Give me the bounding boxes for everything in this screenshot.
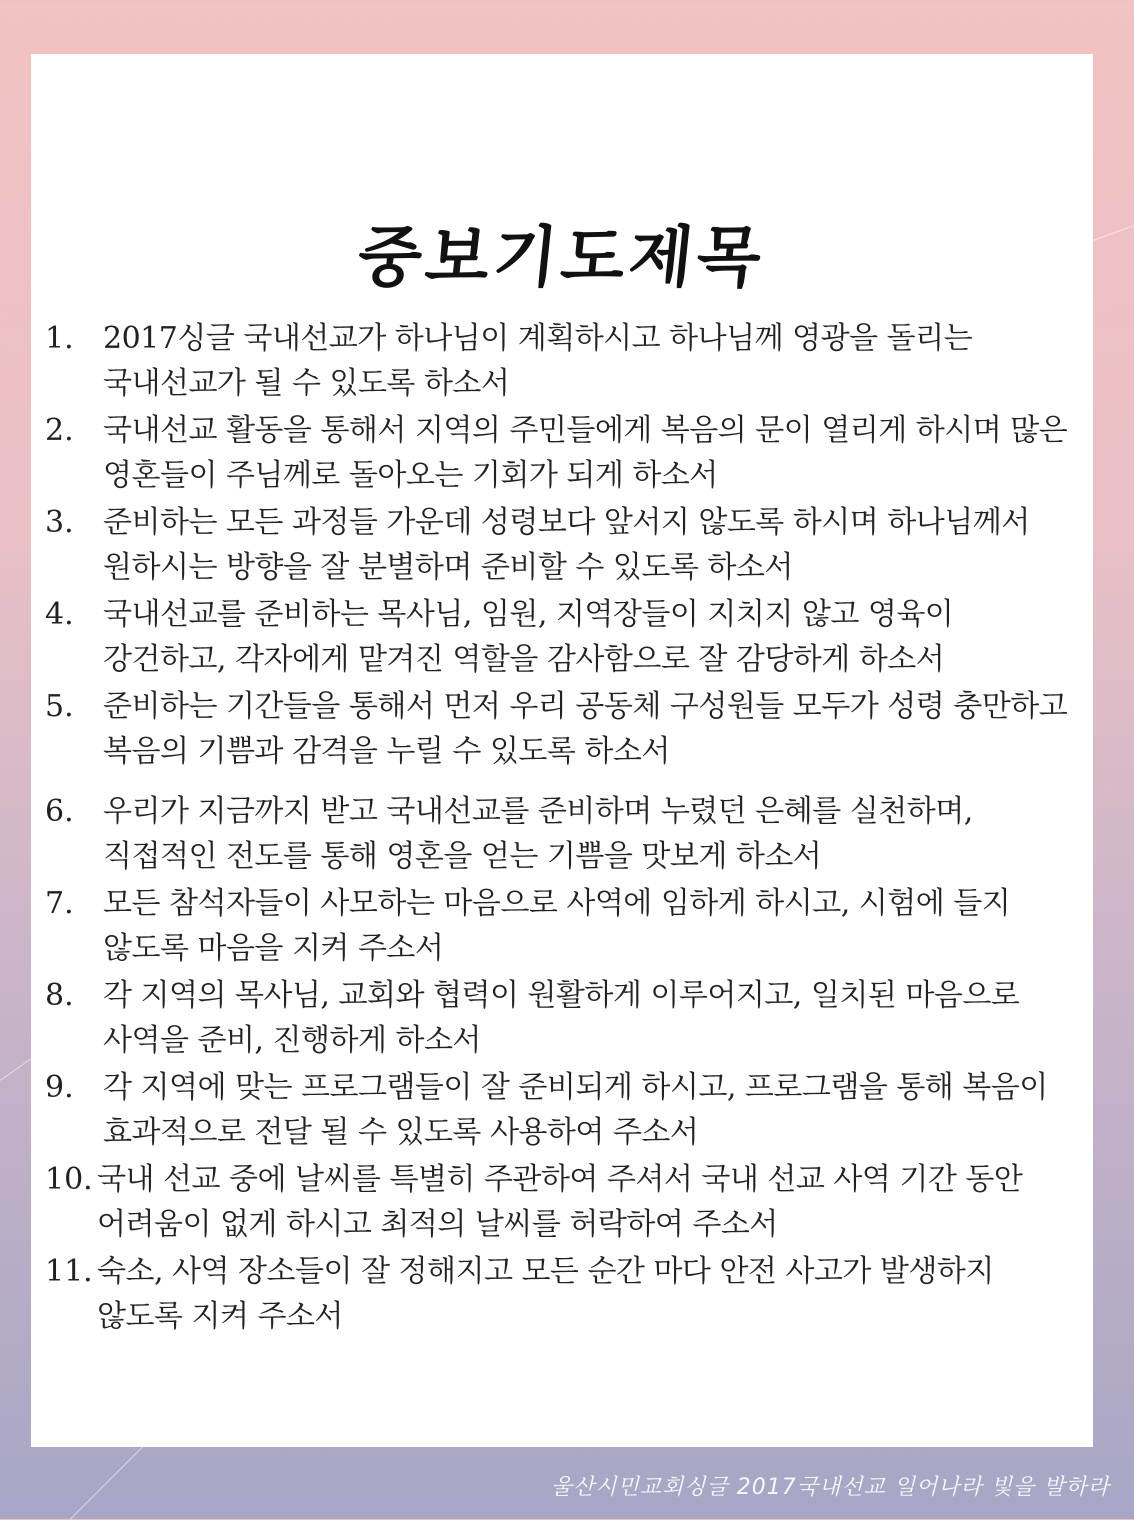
item-number: 6. — [45, 794, 74, 829]
item-number: 10. — [45, 1162, 93, 1197]
list-item — [45, 1157, 1075, 1249]
list-item — [45, 1249, 1075, 1341]
item-number: 11. — [45, 1254, 93, 1289]
item-number: 4. — [45, 597, 74, 632]
list-item — [45, 408, 1075, 500]
item-text: 숙소, 사역 장소들이 잘 정해지고 모든 순간 마다 안전 사고가 발생하지 않도록 지켜 주소서 — [97, 1254, 994, 1334]
item-number: 9. — [45, 1070, 74, 1105]
item-text: 국내선교를 준비하는 목사님, 임원, 지역장들이 지치지 않고 영육이 강건하고, 각자에게 맡겨진 역할을 감사함으로 잘 감당하게 하소서 — [103, 597, 954, 677]
item-text: 국내 선교 중에 날씨를 특별히 주관하여 주셔서 국내 선교 사역 기간 동안 어려움이 없게 하시고 최적의 날씨를 허락하여 주소서 — [97, 1162, 1023, 1242]
item-text: 우리가 지금까지 받고 국내선교를 준비하며 누렸던 은혜를 실천하며, 직접적인 전도를 통해 영혼을 얻는 기쁨을 맛보게 하소서 — [103, 794, 973, 874]
list-item — [45, 684, 1075, 789]
footer-caption: 울산시민교회싱글 2017국내선교 일어나라 빛을 발하라 — [550, 1475, 1110, 1500]
item-text: 각 지역의 목사님, 교회와 협력이 원활하게 이루어지고, 일치된 마음으로 사역을 준비, 진행하게 하소서 — [103, 978, 1020, 1058]
list-item — [45, 789, 1075, 881]
item-text: 각 지역에 맞는 프로그램들이 잘 준비되게 하시고, 프로그램을 통해 복음이 효과적으로 전달 될 수 있도록 사용하여 주소서 — [103, 1070, 1048, 1150]
list-item — [45, 1065, 1075, 1157]
item-number: 1. — [45, 321, 74, 356]
item-text: 준비하는 모든 과정들 가운데 성령보다 앞서지 않도록 하시며 하나님께서 원하시는 방향을 잘 분별하며 준비할 수 있도록 하소서 — [103, 505, 1030, 585]
list-item — [45, 881, 1075, 973]
item-number: 8. — [45, 978, 74, 1013]
list-item — [45, 973, 1075, 1065]
item-text: 국내선교 활동을 통해서 지역의 주민들에게 복음의 문이 열리게 하시며 많은 영혼들이 주님께로 돌아오는 기회가 되게 하소서 — [103, 413, 1068, 493]
item-text: 2017싱글 국내선교가 하나님이 계획하시고 하나님께 영광을 돌리는 국내선교가 될 수 있도록 하소서 — [103, 321, 973, 401]
prayer-card — [31, 54, 1093, 1447]
item-number: 2. — [45, 413, 74, 448]
background-line — [70, 1434, 156, 1520]
background-line — [1093, 223, 1134, 241]
item-number: 7. — [45, 886, 74, 921]
list-item — [45, 500, 1075, 592]
page-title: 중보기도제목 — [354, 219, 769, 296]
item-text: 모든 참석자들이 사모하는 마음으로 사역에 임하게 하시고, 시험에 들지 않도록 마음을 지켜 주소서 — [103, 886, 1011, 966]
item-number: 3. — [45, 505, 74, 540]
list-item — [45, 592, 1075, 684]
item-text: 준비하는 기간들을 통해서 먼저 우리 공동체 구성원들 모두가 성령 충만하고 복음의 기쁨과 감격을 누릴 수 있도록 하소서 — [103, 689, 1068, 769]
prayer-list — [45, 316, 1075, 1341]
item-number: 5. — [45, 689, 74, 724]
list-item — [45, 316, 1075, 408]
